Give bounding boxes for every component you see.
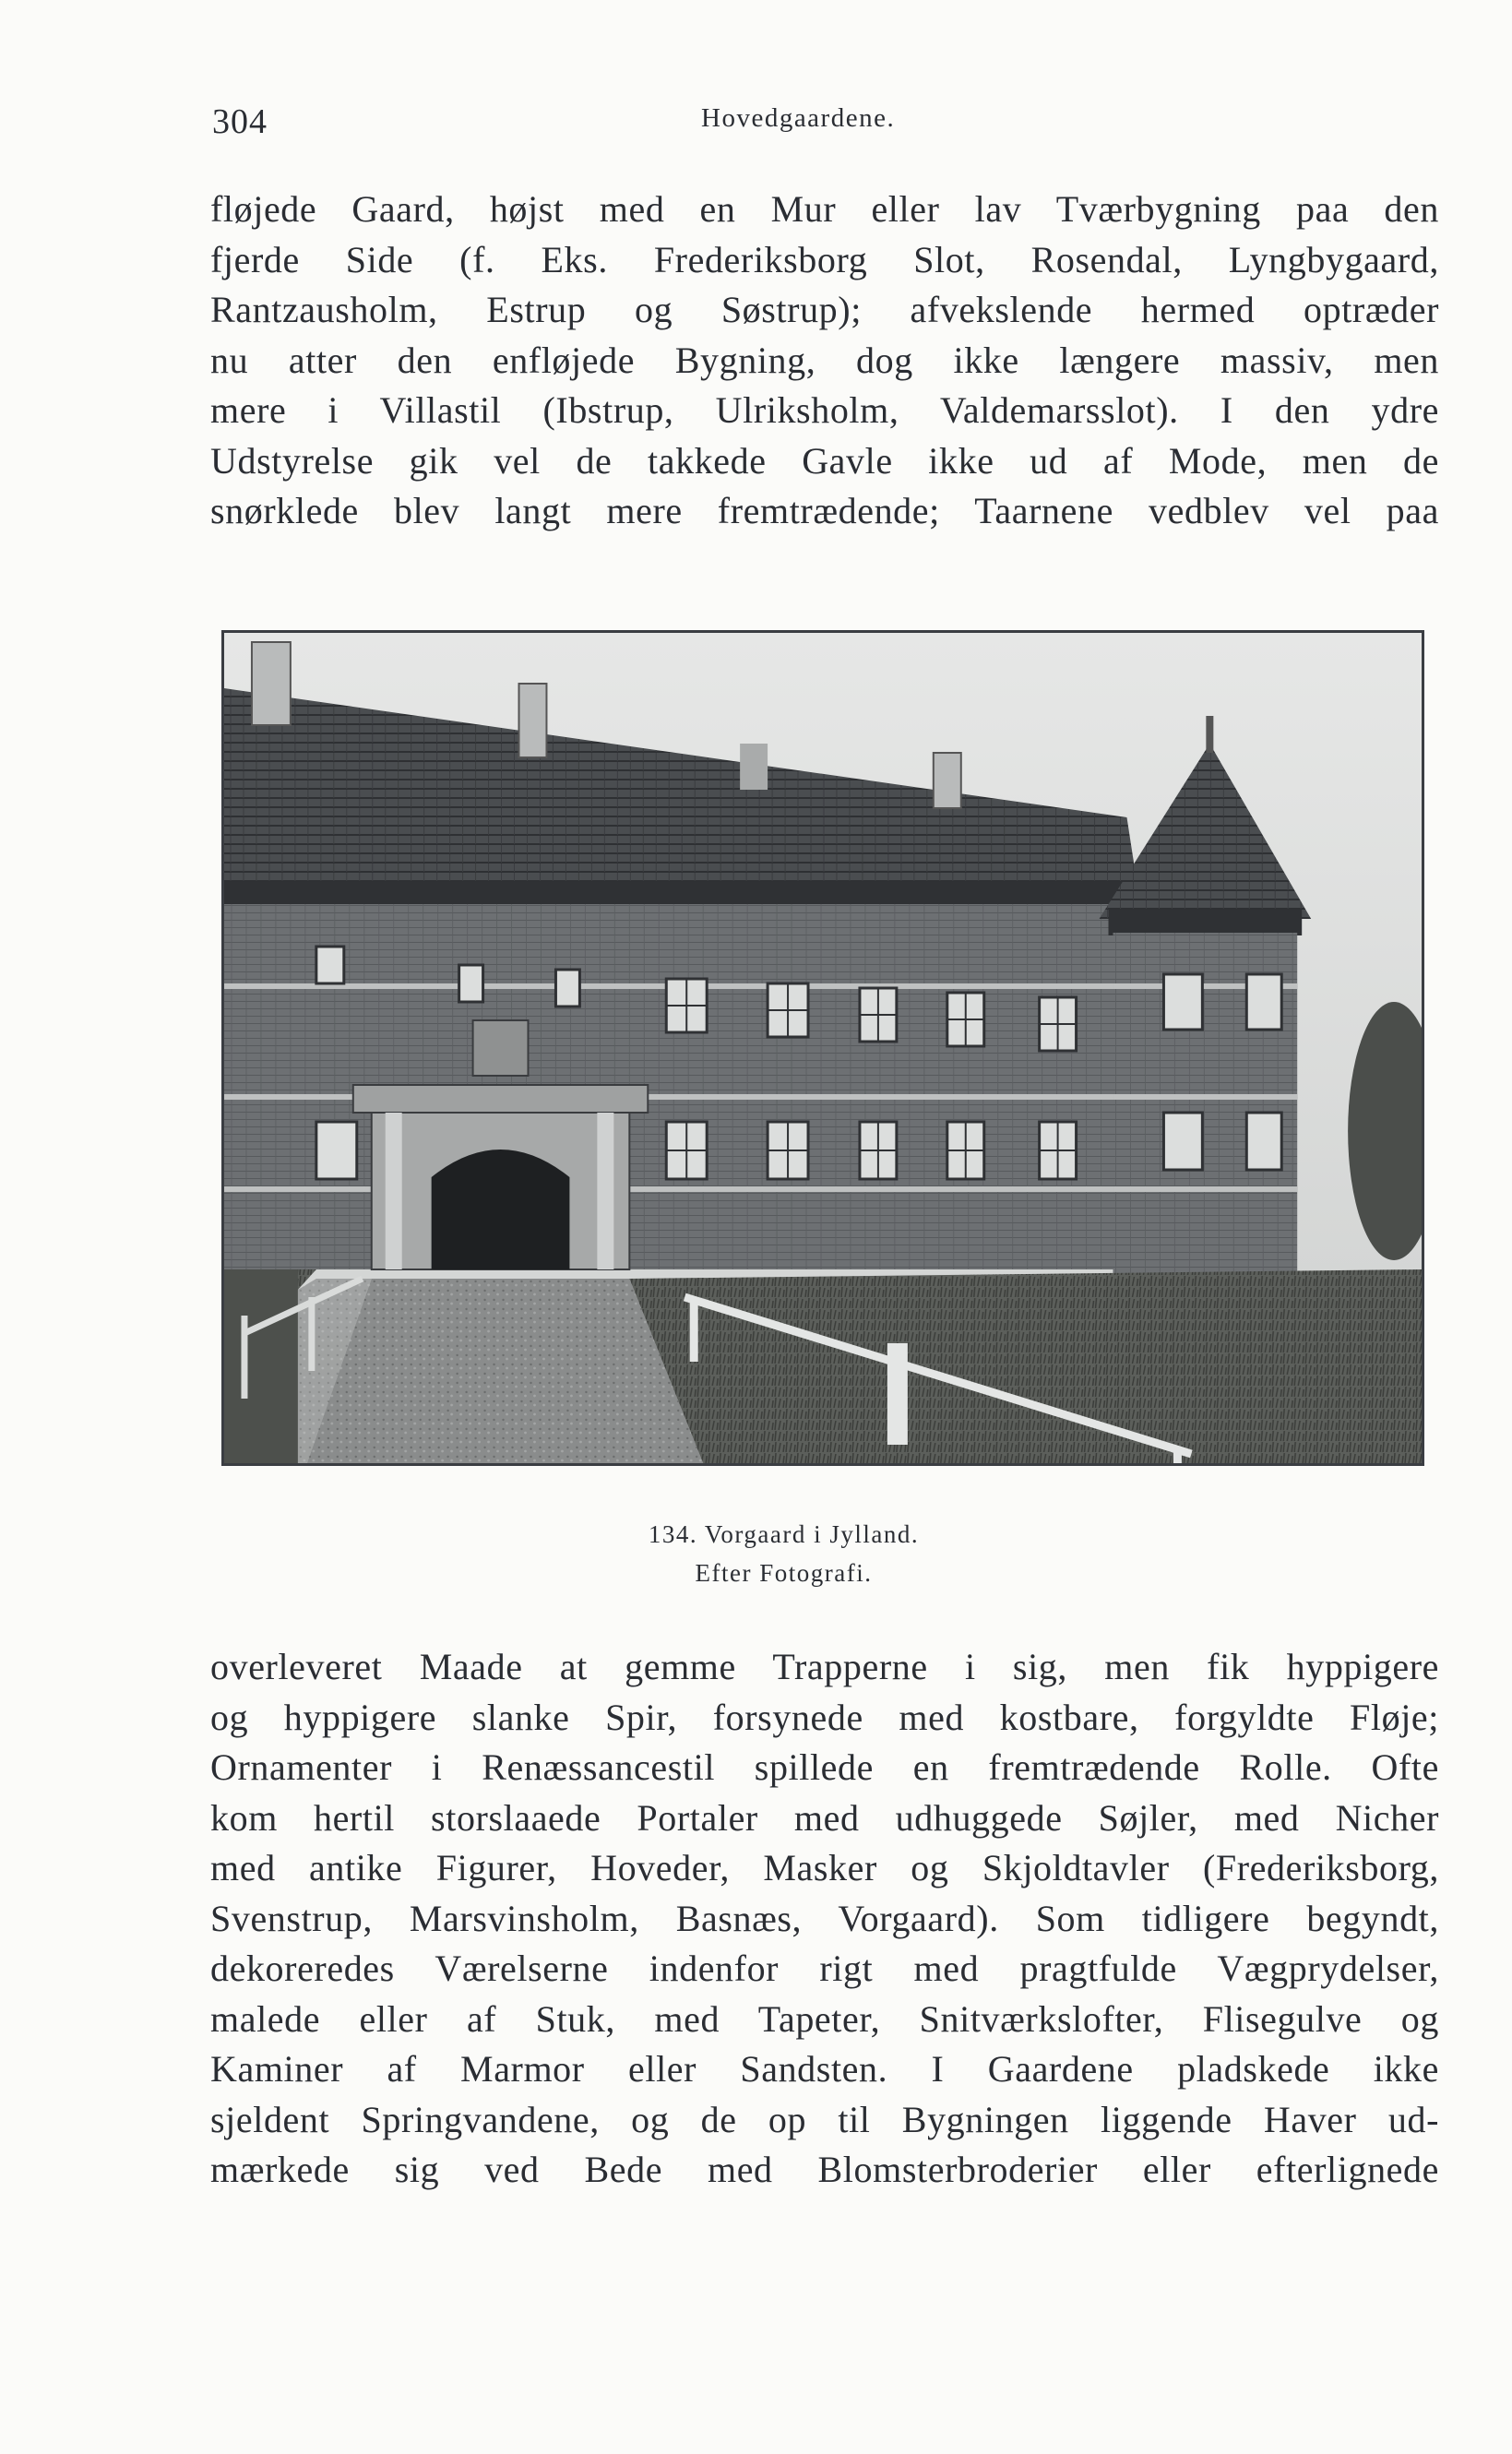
- text-line: kom hertil storslaaede Portaler med udhuggede Søjler, med Nicher: [210, 1796, 1439, 1839]
- page-number: 304: [212, 102, 268, 141]
- text-line: Kaminer af Marmor eller Sandsten. I Gaardene pladskede ikke: [210, 2048, 1439, 2090]
- paragraph-bottom: [210, 1642, 1439, 2196]
- text-line: malede eller af Stuk, med Tapeter, Snitværkslofter, Flisegulve og: [210, 1997, 1439, 2040]
- text-line: nu atter den enfløjede Bygning, dog ikke længere massiv, men: [210, 339, 1439, 381]
- text-line: overleveret Maade at gemme Trapperne i sig, men fik hyppigere: [210, 1646, 1439, 1687]
- figure-credit: Efter Fotografi.: [695, 1559, 873, 1587]
- photograph-vorgaard: [221, 630, 1424, 1466]
- paragraph-top: [210, 185, 1439, 537]
- text-line: mærkede sig ved Bede med Blomsterbroderier eller efterlignede: [210, 2149, 1439, 2190]
- text-line: dekoreredes Værelserne indenfor rigt med pragtfulde Vægprydelser,: [210, 1948, 1439, 1989]
- text-line: Rantzausholm, Estrup og Søstrup); afvekslende hermed optræder: [210, 289, 1439, 330]
- text-line: og hyppigere slanke Spir, forsynede med kostbare, forgyldte Fløje;: [210, 1696, 1439, 1738]
- text-line: fjerde Side (f. Eks. Frederiksborg Slot, Rosendal, Lyngbygaard,: [210, 238, 1439, 280]
- text-line: Udstyrelse gik vel de takkede Gavle ikke ud af Mode, men de: [210, 439, 1439, 482]
- manor-house-illustration: [224, 633, 1422, 1463]
- figure-caption: 134. Vorgaard i Jylland.: [648, 1520, 920, 1548]
- text-line: med antike Figurer, Hoveder, Masker og Skjoldtavler (Frederiksborg,: [210, 1847, 1439, 1888]
- text-line: snørklede blev langt mere fremtrædende; Taarnene vedblev vel paa: [210, 490, 1439, 531]
- text-line: sjeldent Springvandene, og de op til Bygningen liggende Haver ud-: [210, 2098, 1439, 2140]
- text-line: Ornamenter i Renæssancestil spillede en fremtrædende Rolle. Ofte: [210, 1746, 1439, 1788]
- text-line: Svenstrup, Marsvinsholm, Basnæs, Vorgaard). Som tidligere begyndt,: [210, 1897, 1439, 1939]
- text-line: fløjede Gaard, højst med en Mur eller lav Tværbygning paa den: [210, 188, 1439, 230]
- text-line: mere i Villastil (Ibstrup, Ulriksholm, Valdemarsslot). I den ydre: [210, 389, 1439, 431]
- running-head: Hovedgaardene.: [701, 103, 896, 133]
